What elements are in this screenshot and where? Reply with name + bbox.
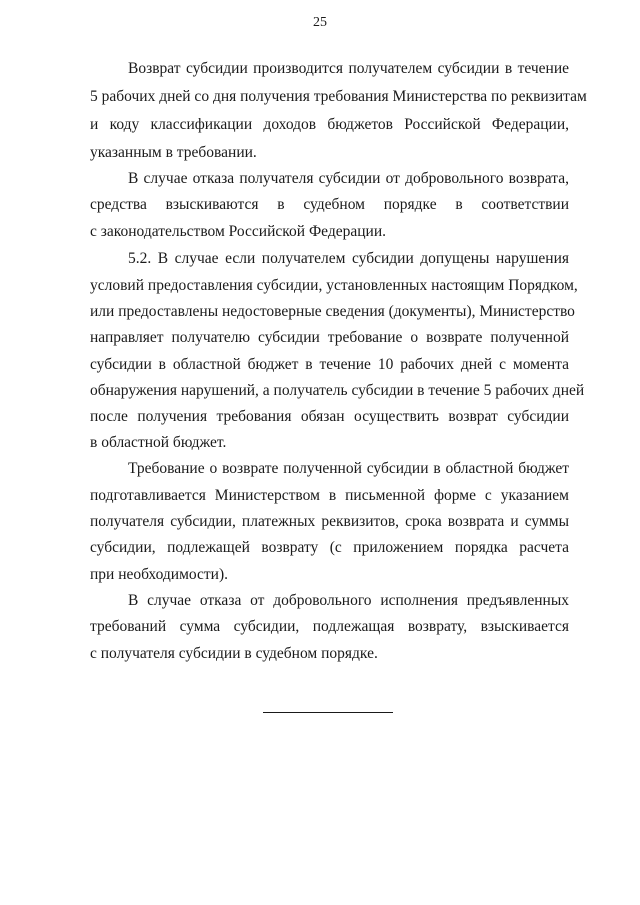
text-line: В случае отказа от добровольного исполнения предъявленных: [128, 592, 569, 609]
text-line: с получателя субсидии в судебном порядке.: [90, 645, 378, 662]
text-line: Возврат субсидии производится получателем субсидии в течение: [128, 60, 569, 77]
text-line: 5 рабочих дней со дня получения требования Министерства по реквизитам: [90, 88, 587, 105]
text-line: подготавливается Министерством в письменной форме с указанием: [90, 487, 569, 504]
text-line: обнаружения нарушений, а получатель субсидии в течение 5 рабочих дней: [90, 382, 585, 399]
text-line: или предоставлены недостоверные сведения (документы), Министерство: [90, 303, 575, 320]
text-line: В случае отказа получателя субсидии от добровольного возврата,: [128, 170, 569, 187]
text-line: указанным в требовании.: [90, 144, 257, 161]
text-line: средства взыскиваются в судебном порядке в соответствии: [90, 196, 569, 213]
text-line: 5.2. В случае если получателем субсидии допущены нарушения: [128, 250, 569, 267]
text-line: субсидии, подлежащей возврату (с приложением порядка расчета: [90, 539, 569, 556]
text-line: и коду классификации доходов бюджетов Российской Федерации,: [90, 116, 569, 133]
page-number: 25: [313, 15, 327, 30]
text-line: субсидии в областной бюджет в течение 10 рабочих дней с момента: [90, 356, 569, 373]
text-line: получателя субсидии, платежных реквизитов, срока возврата и суммы: [90, 513, 569, 530]
text-line: Требование о возврате полученной субсидии в областной бюджет: [128, 460, 569, 477]
text-line: с законодательством Российской Федерации.: [90, 223, 387, 240]
end-divider: [263, 712, 393, 713]
text-line: условий предоставления субсидии, установленных настоящим Порядком,: [90, 277, 578, 294]
text-line: после получения требования обязан осуществить возврат субсидии: [90, 408, 569, 425]
text-line: направляет получателю субсидии требование о возврате полученной: [90, 329, 569, 346]
text-line: в областной бюджет.: [90, 434, 227, 451]
text-line: требований сумма субсидии, подлежащая возврату, взыскивается: [90, 618, 569, 635]
text-line: при необходимости).: [90, 566, 229, 583]
